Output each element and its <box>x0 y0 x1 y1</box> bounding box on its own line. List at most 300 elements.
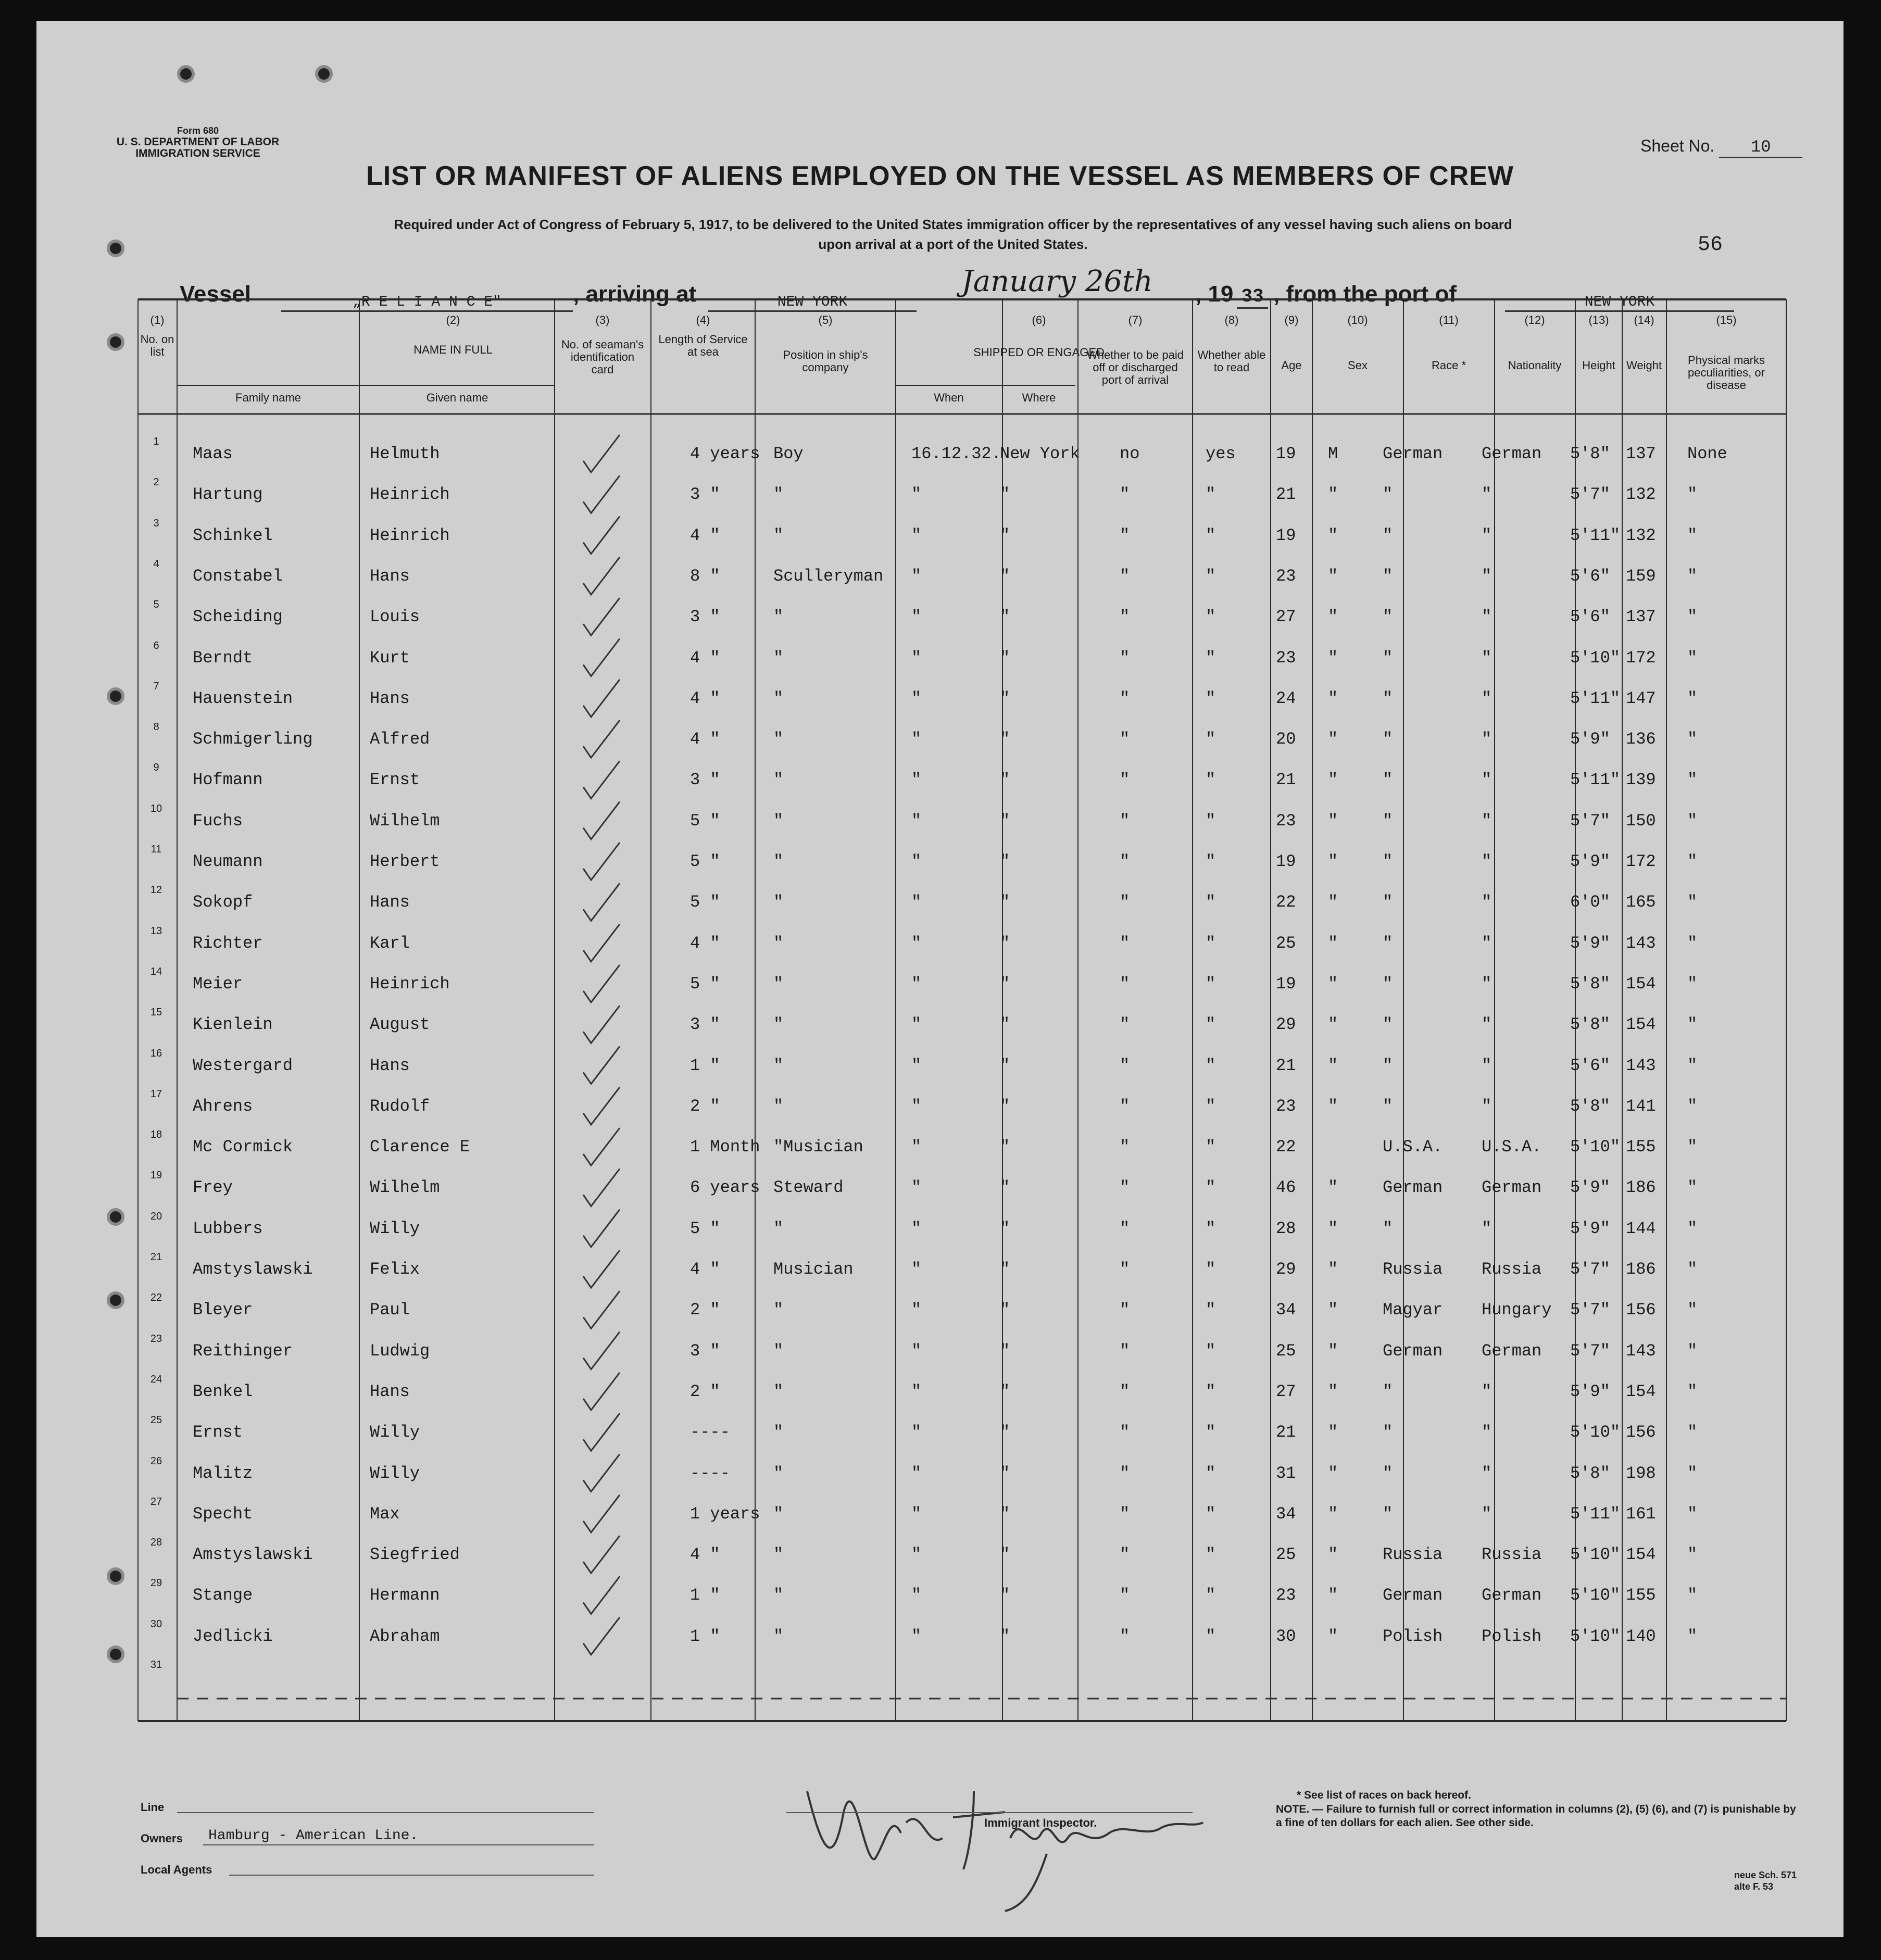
cell-service: 4 " <box>690 525 720 545</box>
cell-marks: " <box>1687 1545 1698 1565</box>
cell-when: " <box>911 1545 922 1565</box>
column-number: (9) <box>1284 313 1299 326</box>
check-mark <box>583 1087 620 1125</box>
cell-height: 5'8" <box>1570 1015 1610 1035</box>
cell-sex: " <box>1328 1423 1338 1442</box>
cell-position: Sculleryman <box>773 566 884 586</box>
cell-family: Hartung <box>193 485 263 505</box>
cell-read: " <box>1206 1137 1216 1157</box>
column-header: Whether able to read <box>1197 348 1266 374</box>
cell-weight: 136 <box>1626 730 1656 749</box>
from-port-label: , from the port of <box>1273 281 1457 307</box>
cell-position: " <box>773 1423 784 1442</box>
cell-paid: " <box>1120 1545 1130 1565</box>
cell-sex: " <box>1328 607 1338 627</box>
cell-age: 31 <box>1276 1463 1296 1483</box>
cell-paid: " <box>1120 852 1130 871</box>
check-mark <box>583 761 620 798</box>
cell-sex: " <box>1328 1056 1338 1075</box>
cell-race: " <box>1383 607 1393 627</box>
cell-service: 8 " <box>690 566 720 586</box>
row-number: 4 <box>153 558 159 570</box>
cell-age: 29 <box>1276 1260 1296 1279</box>
cell-where: " <box>1000 1056 1010 1075</box>
cell-race: " <box>1383 1504 1393 1524</box>
cell-age: 30 <box>1276 1626 1296 1646</box>
check-mark <box>583 1576 620 1614</box>
cell-age: 23 <box>1276 648 1296 668</box>
check-mark <box>583 1047 620 1084</box>
line-label: Line <box>141 1801 165 1814</box>
cell-service: 3 " <box>690 485 720 505</box>
cell-read: " <box>1206 1178 1216 1198</box>
cell-when: " <box>911 1218 922 1238</box>
cell-marks: " <box>1687 566 1698 586</box>
cell-position: " <box>773 1504 784 1524</box>
row-number: 3 <box>153 517 159 529</box>
cell-given: Willy <box>370 1218 420 1238</box>
cell-nationality: " <box>1482 974 1492 994</box>
cell-family: Malitz <box>193 1463 253 1483</box>
check-mark <box>583 965 620 1002</box>
cell-read: " <box>1206 1096 1216 1116</box>
cell-given: Willy <box>370 1423 420 1442</box>
cell-weight: 165 <box>1626 893 1656 912</box>
check-mark <box>583 1454 620 1492</box>
cell-paid: " <box>1120 688 1130 708</box>
cell-family: Amstyslawski <box>193 1260 313 1279</box>
cell-given: August <box>370 1015 430 1035</box>
cell-height: 5'7" <box>1570 1260 1610 1279</box>
cell-service: 4 " <box>690 688 720 708</box>
cell-race: " <box>1383 566 1393 586</box>
cell-service: ---- <box>690 1423 730 1442</box>
cell-height: 5'10" <box>1570 1626 1621 1646</box>
row-number: 27 <box>150 1496 162 1507</box>
cell-given: Hans <box>370 1381 410 1401</box>
cell-when: " <box>911 485 922 505</box>
cell-paid: " <box>1120 1178 1130 1198</box>
cell-position: " <box>773 852 784 871</box>
cell-age: 22 <box>1276 1137 1296 1157</box>
cell-race: " <box>1383 525 1393 545</box>
check-mark <box>583 1291 620 1328</box>
cell-age: 19 <box>1276 525 1296 545</box>
cell-given: Hans <box>370 893 410 912</box>
row-number: 20 <box>150 1210 162 1222</box>
arrival-year: 33 <box>1237 286 1268 309</box>
cell-paid: " <box>1120 1096 1130 1116</box>
cell-when: " <box>911 811 922 831</box>
cell-nationality: " <box>1482 1463 1492 1483</box>
inspector-label: Immigrant Inspector. <box>984 1816 1097 1829</box>
cell-sex: " <box>1328 1218 1338 1238</box>
row-number: 11 <box>151 844 162 855</box>
cell-race: " <box>1383 1218 1393 1238</box>
cell-weight: 154 <box>1626 1015 1656 1035</box>
reference-stamp-old: alte F. 53 <box>1734 1881 1774 1892</box>
cell-weight: 155 <box>1626 1137 1656 1157</box>
check-mark <box>583 1536 620 1573</box>
department-name: U. S. DEPARTMENT OF LABOR <box>116 136 280 148</box>
cell-read: " <box>1206 1218 1216 1238</box>
cell-where: " <box>1000 566 1010 586</box>
check-mark <box>583 1413 620 1451</box>
column-header: SHIPPED OR ENGAGED <box>973 346 1105 359</box>
cell-marks: " <box>1687 811 1698 831</box>
cell-nationality: Russia <box>1482 1260 1542 1279</box>
cell-where: " <box>1000 974 1010 994</box>
cell-given: Alfred <box>370 730 430 749</box>
cell-where: " <box>1000 1504 1010 1524</box>
column-header: Given name <box>426 391 488 404</box>
cell-height: 5'8" <box>1570 1463 1610 1483</box>
cell-sex: " <box>1328 1260 1338 1279</box>
cell-race: " <box>1383 688 1393 708</box>
cell-when: " <box>911 1300 922 1320</box>
cell-given: Rudolf <box>370 1096 430 1116</box>
cell-service: 1 " <box>690 1586 720 1605</box>
cell-height: 5'11" <box>1570 770 1621 790</box>
cell-position: " <box>773 485 784 505</box>
cell-nationality: " <box>1482 1096 1492 1116</box>
cell-read: " <box>1206 1015 1216 1035</box>
cell-age: 46 <box>1276 1178 1296 1198</box>
inspector-signature <box>786 1750 1229 1921</box>
cell-where: " <box>1000 1586 1010 1605</box>
check-mark <box>583 1169 620 1206</box>
row-number: 12 <box>150 884 162 896</box>
cell-when: " <box>911 688 922 708</box>
cell-nationality: " <box>1482 1504 1492 1524</box>
column-header: Height <box>1582 359 1615 372</box>
vessel-name: „R E L I A N C E" <box>281 294 573 312</box>
cell-given: Kurt <box>370 648 410 668</box>
cell-service: 1 " <box>690 1626 720 1646</box>
cell-nationality: " <box>1482 485 1492 505</box>
cell-position: " <box>773 525 784 545</box>
cell-sex: " <box>1328 1381 1338 1401</box>
cell-age: 19 <box>1276 974 1296 994</box>
cell-where: " <box>1000 1096 1010 1116</box>
cell-paid: " <box>1120 1218 1130 1238</box>
cell-paid: " <box>1120 1586 1130 1605</box>
cell-age: 21 <box>1276 485 1296 505</box>
cell-marks: " <box>1687 1341 1698 1361</box>
cell-marks: " <box>1687 1260 1698 1279</box>
cell-nationality: " <box>1482 1015 1492 1035</box>
check-mark <box>583 924 620 962</box>
cell-sex: M <box>1328 444 1338 463</box>
cell-paid: " <box>1120 525 1130 545</box>
cell-marks: " <box>1687 607 1698 627</box>
cell-where: " <box>1000 730 1010 749</box>
cell-where: " <box>1000 1178 1010 1198</box>
cell-family: Maas <box>193 444 233 463</box>
cell-nationality: " <box>1482 933 1492 953</box>
cell-given: Wilhelm <box>370 811 440 831</box>
cell-service: 1 " <box>690 1056 720 1075</box>
cell-service: 2 " <box>690 1300 720 1320</box>
cell-service: 5 " <box>690 852 720 871</box>
cell-marks: " <box>1687 1626 1698 1646</box>
cell-service: 4 " <box>690 1260 720 1279</box>
cell-nationality: " <box>1482 648 1492 668</box>
cell-height: 5'9" <box>1570 1381 1610 1401</box>
cell-service: 3 " <box>690 1015 720 1035</box>
cell-position: " <box>773 1218 784 1238</box>
cell-paid: " <box>1120 1300 1130 1320</box>
cell-weight: 143 <box>1626 933 1656 953</box>
row-number: 17 <box>150 1088 162 1100</box>
row-number: 10 <box>150 802 162 814</box>
cell-service: 5 " <box>690 1218 720 1238</box>
cell-given: Ludwig <box>370 1341 430 1361</box>
cell-family: Fuchs <box>193 811 243 831</box>
cell-when: 16.12.32. <box>911 444 1001 463</box>
cell-where: " <box>1000 485 1010 505</box>
cell-age: 19 <box>1276 852 1296 871</box>
cell-read: " <box>1206 688 1216 708</box>
cell-height: 5'11" <box>1570 688 1621 708</box>
cell-age: 23 <box>1276 811 1296 831</box>
cell-sex: " <box>1328 1015 1338 1035</box>
cell-paid: " <box>1120 1260 1130 1279</box>
cell-position: " <box>773 1626 784 1646</box>
from-port: NEW YORK <box>1505 294 1734 312</box>
cell-age: 27 <box>1276 607 1296 627</box>
vessel-label: Vessel <box>180 281 252 307</box>
cell-read: " <box>1206 1626 1216 1646</box>
cell-paid: " <box>1120 1137 1130 1157</box>
column-header: No. of seaman's identification card <box>561 338 644 376</box>
row-number: 13 <box>150 925 162 937</box>
cell-race: German <box>1383 1586 1443 1605</box>
cell-position: " <box>773 974 784 994</box>
column-number: (12) <box>1524 313 1545 326</box>
cell-paid: " <box>1120 1015 1130 1035</box>
check-mark <box>583 843 620 880</box>
check-mark <box>583 598 620 635</box>
arriving-port: NEW YORK <box>708 294 917 312</box>
cell-position: Musician <box>773 1260 854 1279</box>
cell-where: " <box>1000 770 1010 790</box>
cell-height: 5'9" <box>1570 1218 1610 1238</box>
cell-age: 21 <box>1276 1423 1296 1442</box>
cell-sex: " <box>1328 1300 1338 1320</box>
cell-age: 25 <box>1276 1545 1296 1565</box>
check-mark <box>583 1373 620 1410</box>
cell-weight: 154 <box>1626 1381 1656 1401</box>
cell-paid: " <box>1120 1626 1130 1646</box>
cell-service: 4 " <box>690 1545 720 1565</box>
cell-read: " <box>1206 1056 1216 1075</box>
form-number: Form 680 <box>177 125 219 136</box>
cell-read: " <box>1206 1260 1216 1279</box>
cell-read: " <box>1206 566 1216 586</box>
cell-when: " <box>911 1423 922 1442</box>
cell-nationality: " <box>1482 525 1492 545</box>
cell-marks: " <box>1687 1218 1698 1238</box>
cell-service: 2 " <box>690 1096 720 1116</box>
cell-given: Hans <box>370 688 410 708</box>
cell-nationality: " <box>1482 811 1492 831</box>
cell-race: Polish <box>1383 1626 1443 1646</box>
cell-service: 5 " <box>690 893 720 912</box>
cell-weight: 186 <box>1626 1260 1656 1279</box>
cell-where: " <box>1000 811 1010 831</box>
cell-race: German <box>1383 1178 1443 1198</box>
cell-when: " <box>911 1260 922 1279</box>
cell-where: " <box>1000 1423 1010 1442</box>
cell-family: Frey <box>193 1178 233 1198</box>
cell-age: 34 <box>1276 1504 1296 1524</box>
column-number: (5) <box>818 313 833 326</box>
cell-given: Louis <box>370 607 420 627</box>
column-number: (11) <box>1439 313 1459 326</box>
cell-given: Wilhelm <box>370 1178 440 1198</box>
row-number: 30 <box>150 1618 162 1630</box>
cell-where: " <box>1000 688 1010 708</box>
cell-given: Paul <box>370 1300 410 1320</box>
row-number: 18 <box>150 1129 162 1141</box>
cell-read: " <box>1206 1381 1216 1401</box>
cell-position: " <box>773 1096 784 1116</box>
cell-sex: " <box>1328 1096 1338 1116</box>
cell-read: " <box>1206 1586 1216 1605</box>
column-header: No. on list <box>140 333 174 358</box>
check-mark <box>583 639 620 676</box>
cell-sex: " <box>1328 1504 1338 1524</box>
column-header: Nationality <box>1508 359 1562 372</box>
cell-nationality: Hungary <box>1482 1300 1552 1320</box>
cell-race: " <box>1383 730 1393 749</box>
cell-nationality: German <box>1482 444 1542 463</box>
cell-marks: " <box>1687 770 1698 790</box>
cell-height: 5'11" <box>1570 525 1621 545</box>
cell-weight: 156 <box>1626 1423 1656 1442</box>
cell-height: 5'10" <box>1570 1137 1621 1157</box>
cell-weight: 154 <box>1626 974 1656 994</box>
cell-family: Sokopf <box>193 893 253 912</box>
row-number: 31 <box>150 1659 162 1670</box>
cell-nationality: " <box>1482 1423 1492 1442</box>
manifest-sheet <box>36 21 1844 1937</box>
page-title: LIST OR MANIFEST OF ALIENS EMPLOYED ON THE VESSEL AS MEMBERS OF CREW <box>366 161 1514 191</box>
cell-height: 5'10" <box>1570 1586 1621 1605</box>
cell-marks: " <box>1687 1423 1698 1442</box>
cell-nationality: " <box>1482 1381 1492 1401</box>
cell-paid: " <box>1120 893 1130 912</box>
cell-paid: " <box>1120 730 1130 749</box>
cell-position: " <box>773 1015 784 1035</box>
subtitle-line-2: upon arrival at a port of the United States. <box>818 236 1088 252</box>
column-number: (14) <box>1634 313 1654 326</box>
cell-read: " <box>1206 852 1216 871</box>
cell-given: Hans <box>370 1056 410 1075</box>
owners-value: Hamburg - American Line. <box>208 1828 419 1844</box>
column-number: (4) <box>696 313 710 326</box>
cell-when: " <box>911 1096 922 1116</box>
cell-when: " <box>911 770 922 790</box>
cell-family: Schinkel <box>193 525 273 545</box>
cell-read: " <box>1206 1545 1216 1565</box>
cell-weight: 139 <box>1626 770 1656 790</box>
cell-given: Heinrich <box>370 525 450 545</box>
cell-race: " <box>1383 485 1393 505</box>
reference-stamp <box>1734 1869 1797 1892</box>
cell-service: 3 " <box>690 770 720 790</box>
cell-when: " <box>911 1015 922 1035</box>
row-number: 26 <box>150 1455 162 1467</box>
cell-nationality: " <box>1482 566 1492 586</box>
row-number: 8 <box>153 721 159 733</box>
column-header: Sex <box>1348 359 1368 372</box>
cell-height: 5'7" <box>1570 811 1610 831</box>
cell-where: " <box>1000 648 1010 668</box>
cell-service: 5 " <box>690 811 720 831</box>
cell-weight: 198 <box>1626 1463 1656 1483</box>
row-number: 25 <box>150 1414 162 1426</box>
column-number: (8) <box>1224 313 1239 326</box>
column-header: NAME IN FULL <box>413 343 493 356</box>
check-mark <box>583 475 620 513</box>
cell-service: 3 " <box>690 1341 720 1361</box>
cell-race: " <box>1383 1463 1393 1483</box>
cell-height: 5'7" <box>1570 1300 1610 1320</box>
cell-height: 5'9" <box>1570 1178 1610 1198</box>
cell-position: " <box>773 770 784 790</box>
row-number: 24 <box>150 1373 162 1385</box>
column-number: (6) <box>1032 313 1046 326</box>
cell-where: " <box>1000 1463 1010 1483</box>
cell-position: " <box>773 933 784 953</box>
cell-family: Schmigerling <box>193 730 313 749</box>
cell-family: Scheiding <box>193 607 283 627</box>
cell-age: 23 <box>1276 1096 1296 1116</box>
check-mark <box>583 1128 620 1165</box>
arrival-date: January 26th <box>922 265 1193 300</box>
cell-weight: 141 <box>1626 1096 1656 1116</box>
cell-age: 21 <box>1276 770 1296 790</box>
cell-marks: " <box>1687 1178 1698 1198</box>
cell-given: Max <box>370 1504 400 1524</box>
cell-family: Constabel <box>193 566 283 586</box>
cell-position: " <box>773 1300 784 1320</box>
row-number: 19 <box>150 1170 162 1182</box>
cell-read: " <box>1206 1504 1216 1524</box>
service-name: IMMIGRATION SERVICE <box>135 147 260 159</box>
check-mark <box>583 802 620 839</box>
cell-marks: " <box>1687 485 1698 505</box>
cell-service: 4 " <box>690 648 720 668</box>
cell-read: " <box>1206 607 1216 627</box>
check-mark <box>583 1006 620 1043</box>
cell-height: 5'10" <box>1570 1423 1621 1442</box>
column-header: Family name <box>235 391 301 404</box>
cell-service: 1 years <box>690 1504 760 1524</box>
cell-marks: " <box>1687 852 1698 871</box>
cell-nationality: " <box>1482 893 1492 912</box>
cell-given: Hans <box>370 566 410 586</box>
cell-weight: 154 <box>1626 1545 1656 1565</box>
cell-read: " <box>1206 974 1216 994</box>
cell-when: " <box>911 1381 922 1401</box>
cell-weight: 161 <box>1626 1504 1656 1524</box>
cell-position: " <box>773 730 784 749</box>
cell-sex: " <box>1328 770 1338 790</box>
cell-age: 24 <box>1276 688 1296 708</box>
